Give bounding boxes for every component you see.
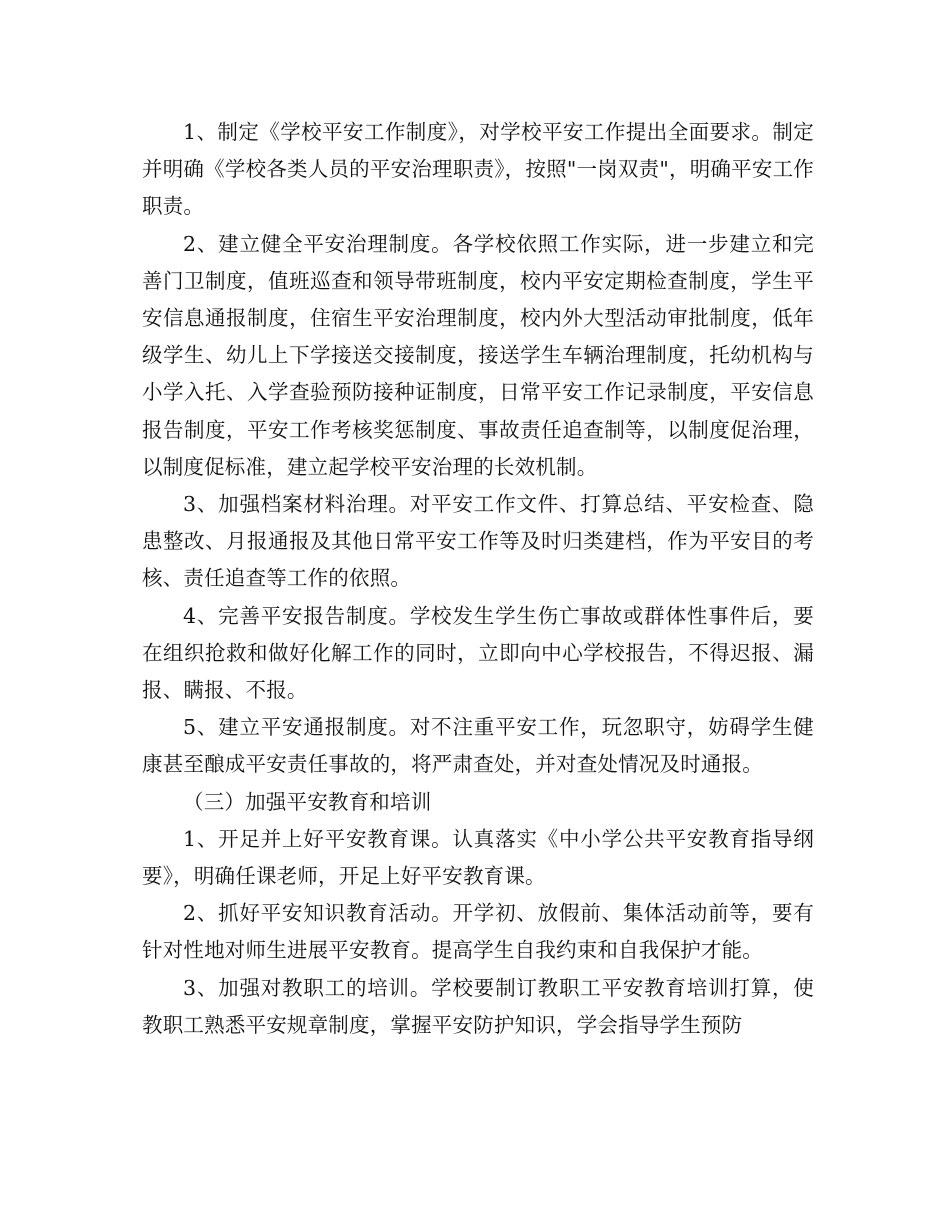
paragraph-7: 2、抓好平安知识教育活动。开学初、放假前、集体活动前等，要有针对性地对师生进展平安教育。提高学生自我约束和自我保护才能。 xyxy=(142,901,814,963)
paragraph-3: 3、加强档案材料治理。对平安工作文件、打算总结、平安检查、隐患整改、月报通报及其他日常平安工作等及时归类建档，作为平安目的考核、责任追查等工作的依照。 xyxy=(142,492,814,591)
paragraph-6: 1、开足并上好平安教育课。认真落实《中小学公共平安教育指导纲要》，明确任课老师，开足上好平安教育课。 xyxy=(142,826,814,889)
paragraph-1: 1、制定《学校平安工作制度》，对学校平安工作提出全面要求。制定并明确《学校各类人员的平安治理职责》，按照"一岗双责"，明确平安工作职责。 xyxy=(142,120,814,219)
paragraph-2: 2、建立健全平安治理制度。各学校依照工作实际，进一步建立和完善门卫制度，值班巡查和领导带班制度，校内平安定期检查制度，学生平安信息通报制度，住宿生平安治理制度，校内外大型活动审批制度，低年级学生、幼儿上下学接送交接制度，接送学生车辆治理制度，托幼机构与小学入托、入学查验预防接种证制度，日常平安工作记录制度，平安信息报告制度，平安工作考核奖惩制度、事故责任追查制等，以制度促治理，以制度促标准，建立起学校平安治理的长效机制。 xyxy=(142,231,814,479)
document-body xyxy=(142,114,814,1044)
paragraph-4: 4、完善平安报告制度。学校发生学生伤亡事故或群体性事件后，要在组织抢救和做好化解工作的同时，立即向中心学校报告，不得迟报、漏报、瞒报、不报。 xyxy=(142,603,814,703)
section-heading: （三）加强平安教育和培训 xyxy=(183,789,432,814)
paragraph-5: 5、建立平安通报制度。对不注重平安工作，玩忽职守，妨碍学生健康甚至酿成平安责任事故的，将严肃查处，并对查处情况及时通报。 xyxy=(142,715,814,777)
paragraph-8: 3、加强对教职工的培训。学校要制订教职工平安教育培训打算，使教职工熟悉平安规章制度，掌握平安防护知识，学会指导学生预防 xyxy=(142,975,814,1037)
